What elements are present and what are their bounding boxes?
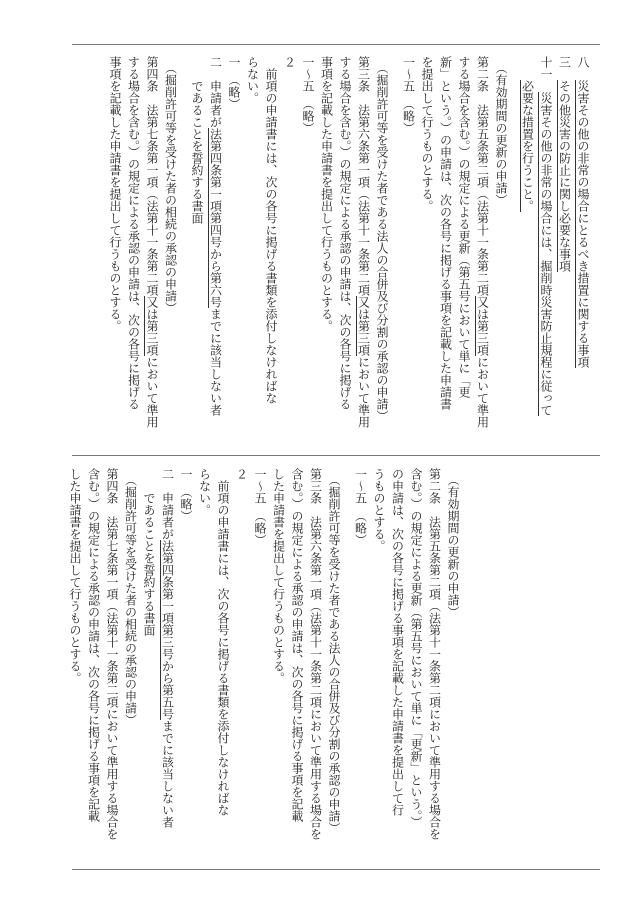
text-segment: （有効期間の更新の申請） [494, 56, 508, 206]
text-line [317, 56, 336, 454]
text-line [106, 56, 125, 454]
text-segment: 一～五 （略） [301, 56, 315, 134]
text-line [243, 56, 262, 454]
text-line [325, 468, 344, 868]
text-segment: 第三条 法第六条第一項（法第十一条第二項において準用する場合を [308, 468, 323, 840]
amended-text: 災害その他の非常の場合にとるべき措置に関する事項 [576, 80, 590, 368]
text-segment: （掘削許可等を受けた者の相続の承認の申請） [123, 468, 138, 726]
text-segment: 一～五 （略） [253, 468, 267, 546]
top-rule [72, 44, 600, 45]
text-segment: 含む。）の規定による承認の申請は、次の各号に掲げる事項を記載 [86, 468, 101, 822]
text-segment: ２ [234, 468, 249, 480]
text-line [555, 56, 574, 454]
amended-text: 必要な措置を行うこと。 [520, 80, 535, 212]
text-line [269, 468, 288, 868]
amended-text: 法第四条第一項第三号から第五号 [160, 540, 175, 720]
text-segment: 前項の申請書には、次の各号に掲げる書類を添付しなければな [216, 468, 230, 816]
middle-rule [72, 455, 600, 456]
provision-block [518, 56, 592, 454]
text-segment: 事項を記載した申請書を提出して行うものとする。 [319, 56, 334, 332]
text-segment: する場合を含む。）の規定による承認の申請は、次の各号に掲げる [126, 56, 141, 410]
text-line [388, 468, 407, 868]
text-line [351, 468, 370, 868]
text-line [537, 56, 556, 454]
text-segment: 第三条 法第六条第一項（法第十一条第二項 [356, 56, 371, 296]
amended-text: 法第四条第一項第四号から第六号 [208, 128, 223, 308]
text-segment: 含む。）の規定による更新（第五号において単に「更新」という。） [409, 468, 423, 828]
text-line [177, 468, 196, 868]
text-line [124, 56, 143, 454]
text-line [251, 468, 270, 868]
text-line [306, 468, 325, 868]
text-segment: の申請は、次の各号に掲げる事項を記載した申請書を提出して行 [390, 468, 405, 816]
current-text-column [70, 458, 598, 868]
text-line [288, 468, 307, 868]
bottom-rule [72, 869, 600, 870]
text-segment: した申請書を提出して行うものとする。 [271, 468, 286, 684]
text-line [214, 468, 233, 868]
text-line [299, 56, 318, 454]
text-segment: （掘削許可等を受けた者である法人の合併及び分割の承認の申請） [375, 56, 389, 422]
text-line [574, 56, 593, 454]
amended-text: 又は第三項 [356, 296, 371, 356]
text-segment: 一～五 （略） [401, 56, 416, 134]
text-segment: 三 [557, 56, 572, 80]
text-line [473, 56, 492, 454]
provision-block [188, 56, 392, 454]
text-segment: 十一 [539, 56, 553, 92]
text-segment: した申請書を提出して行うものとする。 [68, 468, 82, 684]
amended-text: 又は第三項 [475, 296, 490, 356]
text-segment: 一～五 （略） [353, 468, 368, 546]
text-segment: 前項の申請書には、次の各号に掲げる書類を添付しなければな [264, 56, 278, 404]
text-segment [521, 56, 535, 80]
text-line [336, 56, 355, 454]
text-line [354, 56, 373, 454]
text-line [262, 56, 281, 454]
text-segment: 第二条 法第五条第二項（法第十一条第二項 [475, 56, 490, 296]
provision-block [66, 468, 344, 868]
text-line [158, 468, 177, 868]
text-segment: 一 （略） [179, 468, 193, 522]
text-segment: 八 [576, 56, 590, 80]
amended-text: 災害その他の非常の場合には、掘削時災害防止規程に従って [539, 92, 553, 416]
text-line [280, 56, 299, 454]
text-line [455, 56, 474, 454]
text-line [232, 468, 251, 868]
text-line [436, 56, 455, 454]
text-line [225, 56, 244, 454]
text-segment: 第四条 法第七条第一項（法第十一条第二項 [145, 56, 159, 296]
text-segment: 第二条 法第五条第二項（法第十一条第二項において準用する場合を [427, 468, 442, 840]
text-segment: までに該当しない者 [208, 308, 223, 416]
text-segment: において準用 [145, 356, 159, 428]
text-line [370, 468, 389, 868]
amended-text: 又は第三項 [145, 296, 159, 356]
text-segment: 第四条 法第七条第一項（法第十一条第二項において準用する場合を [105, 468, 119, 840]
text-segment: ２ [282, 56, 297, 68]
revised-text-column [70, 46, 598, 454]
text-segment: を提出して行うものとする。 [420, 56, 434, 212]
text-line [121, 468, 140, 868]
amended-text: その他災害の防止に関し必要な事項 [557, 80, 572, 272]
text-segment: において準用 [475, 356, 490, 428]
text-segment: （掘削許可等を受けた者である法人の合併及び分割の承認の申請） [327, 468, 341, 834]
text-segment: らない。 [197, 468, 212, 516]
provision-block [106, 56, 180, 454]
text-segment: うものとする。 [372, 468, 386, 552]
text-segment: 二 申請者が [208, 56, 223, 128]
text-line [399, 56, 418, 454]
text-line [407, 468, 426, 868]
text-line [444, 468, 463, 868]
text-segment: までに該当しない者 [160, 720, 175, 828]
text-line [206, 56, 225, 454]
text-line [103, 468, 122, 868]
text-segment: する場合を含む。）の規定による承認の申請は、次の各号に掲げる [338, 56, 352, 410]
text-line [492, 56, 511, 454]
text-segment: （有効期間の更新の申請） [446, 468, 460, 618]
text-segment: において準用 [356, 356, 371, 428]
text-line [66, 468, 85, 868]
text-segment: する場合を含む。）の規定による更新（第五号において単に「更 [457, 56, 471, 398]
text-segment: 新」という。）の申請は、次の各号に掲げる事項を記載した申請書 [438, 56, 453, 410]
text-line [84, 468, 103, 868]
text-segment: 含む。）の規定による承認の申請は、次の各号に掲げる事項を記載 [290, 468, 304, 822]
text-line [425, 468, 444, 868]
text-line [188, 56, 207, 454]
text-segment: 事項を記載した申請書を提出して行うものとする。 [108, 56, 122, 332]
text-segment: 一 （略） [227, 56, 241, 110]
text-line [140, 468, 159, 868]
text-line [373, 56, 392, 454]
text-segment: らない。 [245, 56, 260, 104]
text-line [195, 468, 214, 868]
text-line [518, 56, 537, 454]
text-segment: であることを誓約する書面 [190, 56, 204, 224]
text-segment: であることを誓約する書面 [142, 468, 156, 636]
provision-block [351, 468, 462, 868]
text-segment: （掘削許可等を受けた者の相続の承認の申請） [163, 56, 178, 314]
text-segment: 二 申請者が [160, 468, 175, 540]
text-line [161, 56, 180, 454]
text-line [418, 56, 437, 454]
text-line [143, 56, 162, 454]
provision-block [399, 56, 510, 454]
